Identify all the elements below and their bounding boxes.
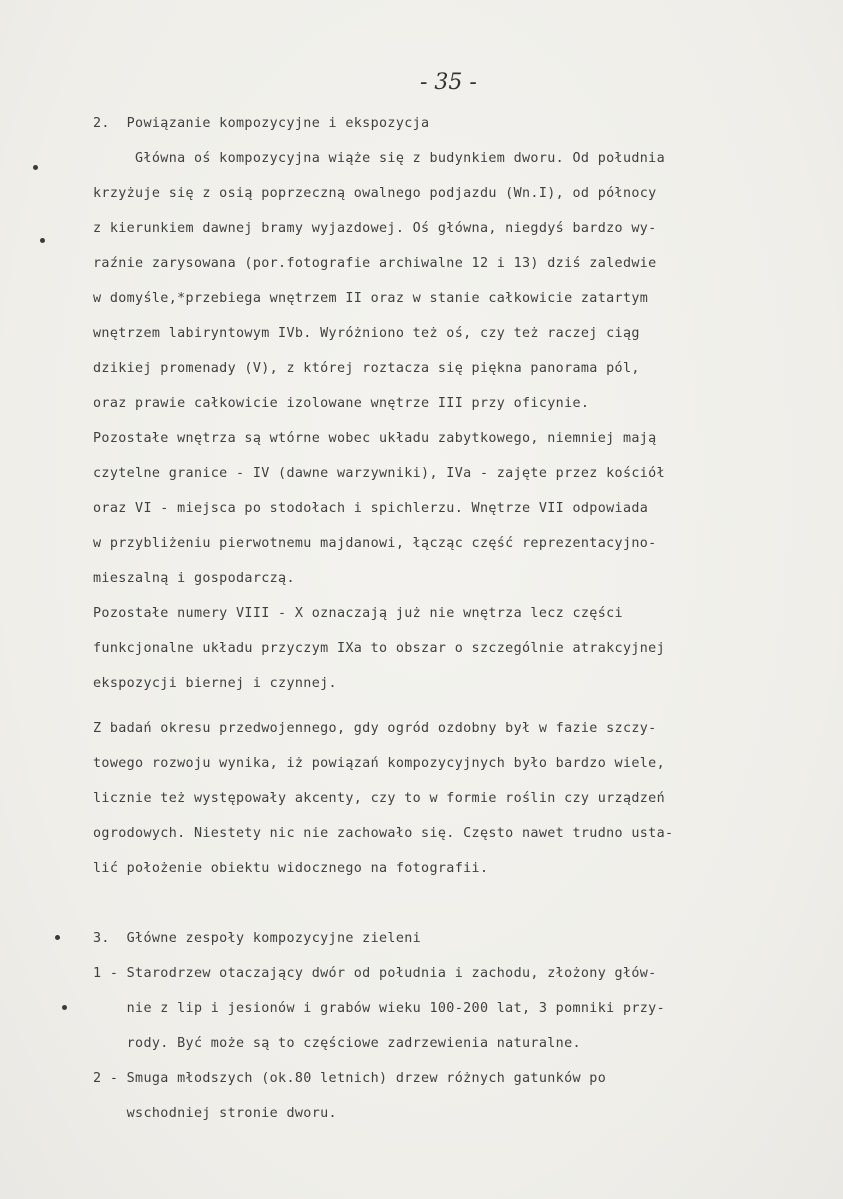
text-line: Główna oś kompozycyjna wiąże się z budynkiem dworu. Od południa	[93, 151, 666, 166]
text-line: oraz prawie całkowicie izolowane wnętrze III przy oficynie.	[93, 396, 590, 411]
punch-hole	[55, 935, 60, 940]
text-line: dzikiej promenady (V), z której roztacza się piękna panorama pól,	[93, 361, 640, 376]
section-heading: 2. Powiązanie kompozycyjne i ekspozycja	[93, 116, 430, 131]
text-line: Pozostałe numery VIII - X oznaczają już nie wnętrza lecz części	[93, 606, 623, 621]
text-line: towego rozwoju wynika, iż powiązań kompozycyjnych było bardzo wiele,	[93, 756, 666, 771]
punch-hole	[40, 238, 45, 243]
text-line: wschodniej stronie dworu.	[93, 1106, 337, 1121]
text-line: ogrodowych. Niestety nic nie zachowało się. Często nawet trudno usta-	[93, 826, 674, 841]
text-line: nie z lip i jesionów i grabów wieku 100-200 lat, 3 pomniki przy-	[93, 1001, 666, 1016]
text-line: z kierunkiem dawnej bramy wyjazdowej. Oś główna, niegdyś bardzo wy-	[93, 221, 657, 236]
text-line: ekspozycji biernej i czynnej.	[93, 676, 337, 691]
text-line: funkcjonalne układu przyczym IXa to obszar o szczególnie atrakcyjnej	[93, 641, 666, 656]
text-line: w domyśle,*przebiega wnętrzem II oraz w stanie całkowicie zatartym	[93, 291, 649, 306]
text-line: wnętrzem labiryntowym IVb. Wyróżniono też oś, czy też raczej ciąg	[93, 326, 640, 341]
text-line: Z badań okresu przedwojennego, gdy ogród ozdobny był w fazie szczy-	[93, 721, 657, 736]
text-line: licznie też występowały akcenty, czy to w formie roślin czy urządzeń	[93, 791, 666, 806]
page-number: - 35 -	[420, 70, 477, 95]
list-item-1: 1 - Starodrzew otaczający dwór od południa i zachodu, złożony głów-	[93, 966, 657, 981]
text-line: mieszalną i gospodarczą.	[93, 571, 295, 586]
text-line: Pozostałe wnętrza są wtórne wobec układu zabytkowego, niemniej mają	[93, 431, 657, 446]
punch-hole	[62, 1005, 67, 1010]
list-item-2: 2 - Smuga młodszych (ok.80 letnich) drzew różnych gatunków po	[93, 1071, 607, 1086]
text-line: raźnie zarysowana (por.fotografie archiwalne 12 i 13) dziś zaledwie	[93, 256, 657, 271]
text-line: czytelne granice - IV (dawne warzywniki), IVa - zajęte przez kościół	[93, 466, 666, 481]
text-line: rody. Być może są to częściowe zadrzewienia naturalne.	[93, 1036, 581, 1051]
text-line: oraz VI - miejsca po stodołach i spichlerzu. Wnętrze VII odpowiada	[93, 501, 649, 516]
text-line: lić położenie obiektu widocznego na fotografii.	[93, 861, 489, 876]
text-line: w przybliżeniu pierwotnemu majdanowi, łącząc część reprezentacyjno-	[93, 536, 657, 551]
text-line: krzyżuje się z osią poprzeczną owalnego podjazdu (Wn.I), od północy	[93, 186, 657, 201]
punch-hole	[33, 165, 38, 170]
section-heading: 3. Główne zespoły kompozycyjne zieleni	[93, 931, 422, 946]
